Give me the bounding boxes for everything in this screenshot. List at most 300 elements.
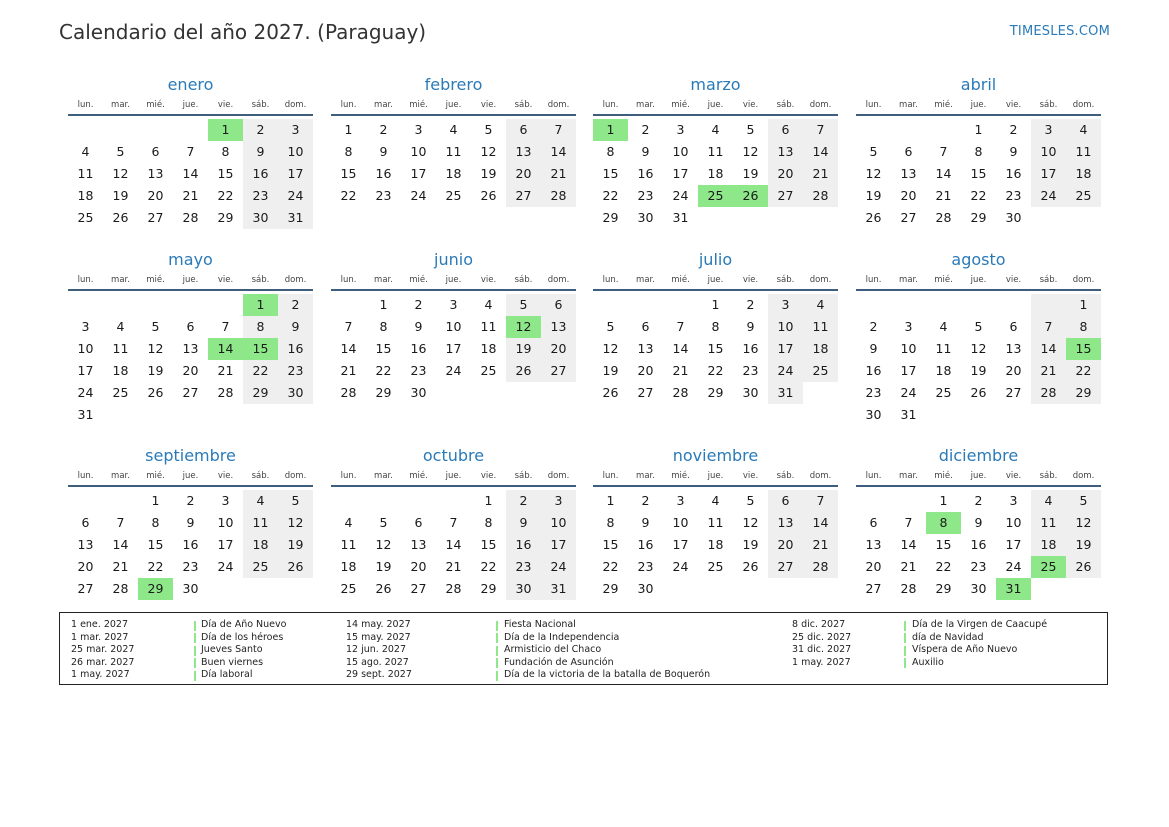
day-cell: 25 bbox=[1066, 185, 1101, 207]
empty-cell bbox=[593, 294, 628, 316]
day-cell: 7 bbox=[904, 515, 913, 530]
week-row bbox=[68, 382, 313, 404]
day-cell: 18 bbox=[77, 188, 94, 203]
day-cell: 27 bbox=[637, 385, 654, 400]
day-cell: 30 bbox=[506, 578, 541, 600]
day-cell: 25 bbox=[112, 385, 129, 400]
empty-cell bbox=[856, 490, 891, 512]
day-cell: 22 bbox=[1066, 360, 1101, 382]
holiday-date: 14 may. 2027 bbox=[346, 619, 411, 630]
page-title: Calendario del año 2027. (Paraguay) bbox=[59, 20, 427, 44]
day-cell: 7 bbox=[1031, 316, 1066, 338]
month-mayo bbox=[68, 249, 313, 426]
holiday-date: 1 ene. 2027 bbox=[71, 619, 128, 630]
day-cell: 28 bbox=[182, 210, 199, 225]
day-cell: 31 bbox=[996, 578, 1031, 600]
day-cell: 7 bbox=[541, 119, 576, 141]
day-cell: 9 bbox=[746, 319, 755, 334]
day-cell: 13 bbox=[768, 141, 803, 163]
month-abril bbox=[856, 74, 1101, 229]
day-cell: 14 bbox=[935, 166, 952, 181]
day-cell: 16 bbox=[742, 341, 759, 356]
day-cell: 1 bbox=[939, 493, 948, 508]
weekday-label: mar. bbox=[899, 471, 918, 481]
day-cell: 18 bbox=[707, 166, 724, 181]
holiday-name: Día de los héroes bbox=[201, 631, 284, 643]
day-cell: 18 bbox=[445, 166, 462, 181]
week-row bbox=[856, 207, 1101, 229]
empty-cell bbox=[1066, 207, 1101, 229]
day-cell: 1 bbox=[379, 297, 388, 312]
day-cell: 5 bbox=[278, 490, 313, 512]
month-febrero bbox=[331, 74, 576, 207]
weekday-label: lun. bbox=[602, 471, 619, 481]
day-cell: 1 bbox=[974, 122, 983, 137]
holiday-marker bbox=[904, 621, 906, 631]
day-cell: 15 bbox=[970, 166, 987, 181]
day-cell: 7 bbox=[803, 119, 838, 141]
day-cell: 14 bbox=[803, 141, 838, 163]
day-cell: 20 bbox=[768, 534, 803, 556]
weekday-label: mié. bbox=[146, 100, 165, 110]
weekday-header bbox=[593, 96, 838, 116]
day-cell: 7 bbox=[186, 144, 195, 159]
day-cell: 6 bbox=[81, 515, 90, 530]
day-cell: 18 bbox=[935, 363, 952, 378]
weekday-label: vie. bbox=[217, 471, 234, 481]
weekday-label: sáb. bbox=[251, 100, 270, 110]
weekday-label: dom. bbox=[547, 471, 570, 481]
day-cell: 31 bbox=[900, 407, 917, 422]
day-cell: 10 bbox=[1031, 141, 1066, 163]
day-cell: 9 bbox=[243, 141, 278, 163]
week-row bbox=[856, 556, 1101, 578]
day-cell: 31 bbox=[541, 578, 576, 600]
day-cell: 23 bbox=[742, 363, 759, 378]
day-cell: 2 bbox=[641, 493, 650, 508]
day-cell: 15 bbox=[480, 537, 497, 552]
day-cell: 28 bbox=[445, 581, 462, 596]
weekday-label: mié. bbox=[671, 100, 690, 110]
day-cell: 30 bbox=[742, 385, 759, 400]
legend-item bbox=[792, 657, 1092, 670]
weekday-label: mar. bbox=[111, 275, 130, 285]
weekday-header bbox=[331, 467, 576, 487]
day-cell: 29 bbox=[935, 581, 952, 596]
holiday-marker bbox=[904, 646, 906, 656]
week-row bbox=[856, 294, 1101, 316]
weekday-label: sáb. bbox=[514, 471, 533, 481]
weekday-label: dom. bbox=[809, 100, 832, 110]
weekday-label: mié. bbox=[409, 100, 428, 110]
day-cell: 4 bbox=[803, 294, 838, 316]
weekday-header bbox=[856, 271, 1101, 291]
day-cell: 3 bbox=[1009, 493, 1018, 508]
month-name: marzo bbox=[690, 75, 741, 94]
day-cell: 9 bbox=[1009, 144, 1018, 159]
day-cell: 15 bbox=[935, 537, 952, 552]
day-cell: 2 bbox=[506, 490, 541, 512]
day-cell: 2 bbox=[243, 119, 278, 141]
weekday-header bbox=[856, 467, 1101, 487]
day-cell: 20 bbox=[768, 163, 803, 185]
empty-cell bbox=[996, 404, 1031, 426]
day-cell: 3 bbox=[904, 319, 913, 334]
day-cell: 29 bbox=[602, 210, 619, 225]
day-cell: 5 bbox=[484, 122, 493, 137]
day-cell: 5 bbox=[1066, 490, 1101, 512]
day-cell: 16 bbox=[637, 166, 654, 181]
day-cell: 18 bbox=[480, 341, 497, 356]
weekday-label: jue. bbox=[182, 275, 199, 285]
legend-column bbox=[346, 619, 711, 682]
holiday-name: día de Navidad bbox=[912, 631, 984, 643]
month-name: enero bbox=[167, 75, 214, 94]
day-cell: 3 bbox=[221, 493, 230, 508]
holiday-date: 1 may. 2027 bbox=[792, 656, 851, 668]
day-cell: 22 bbox=[602, 188, 619, 203]
day-cell: 29 bbox=[243, 382, 278, 404]
weekday-label: mar. bbox=[374, 275, 393, 285]
month-name: agosto bbox=[951, 250, 1006, 269]
empty-cell bbox=[138, 294, 173, 316]
day-cell: 24 bbox=[1005, 559, 1022, 574]
holiday-date: 29 sept. 2027 bbox=[346, 669, 412, 681]
day-cell: 12 bbox=[112, 166, 129, 181]
weekday-label: mar. bbox=[374, 471, 393, 481]
weekday-label: mié. bbox=[934, 471, 953, 481]
day-cell: 12 bbox=[480, 144, 497, 159]
day-cell: 17 bbox=[768, 338, 803, 360]
day-cell: 29 bbox=[1066, 382, 1101, 404]
day-cell: 6 bbox=[768, 490, 803, 512]
holiday-name: Día de la Virgen de Caacupé bbox=[912, 619, 1048, 630]
holiday-name: Víspera de Año Nuevo bbox=[912, 644, 1018, 656]
day-cell: 23 bbox=[1005, 188, 1022, 203]
day-cell: 20 bbox=[147, 188, 164, 203]
empty-cell bbox=[68, 490, 103, 512]
week-row bbox=[856, 382, 1101, 404]
day-cell: 1 bbox=[151, 493, 160, 508]
empty-cell bbox=[331, 490, 366, 512]
day-cell: 17 bbox=[445, 341, 462, 356]
day-cell: 4 bbox=[344, 515, 353, 530]
day-cell: 25 bbox=[480, 363, 497, 378]
day-cell: 7 bbox=[939, 144, 948, 159]
day-cell: 8 bbox=[151, 515, 160, 530]
day-cell: 14 bbox=[541, 141, 576, 163]
day-cell: 11 bbox=[1031, 512, 1066, 534]
day-cell: 9 bbox=[869, 341, 878, 356]
day-cell: 8 bbox=[243, 316, 278, 338]
day-cell: 19 bbox=[1066, 534, 1101, 556]
day-cell: 8 bbox=[606, 515, 615, 530]
holiday-name: Buen viernes bbox=[201, 656, 264, 668]
site-link[interactable]: TIMESLES.COM bbox=[1009, 24, 1110, 39]
week-row bbox=[856, 512, 1101, 534]
day-cell: 3 bbox=[278, 119, 313, 141]
week-row bbox=[593, 163, 838, 185]
holiday-marker bbox=[904, 633, 906, 643]
day-cell: 3 bbox=[1031, 119, 1066, 141]
month-noviembre bbox=[593, 445, 838, 600]
weekday-header bbox=[856, 96, 1101, 116]
month-name: abril bbox=[960, 75, 997, 94]
day-cell: 30 bbox=[637, 581, 654, 596]
empty-cell bbox=[436, 382, 471, 404]
day-cell: 3 bbox=[768, 294, 803, 316]
empty-cell bbox=[366, 490, 401, 512]
holiday-name: Fundación de Asunción bbox=[504, 656, 614, 668]
day-cell: 22 bbox=[340, 188, 357, 203]
month-septiembre bbox=[68, 445, 313, 600]
week-row bbox=[331, 556, 576, 578]
day-cell: 24 bbox=[445, 363, 462, 378]
day-cell: 3 bbox=[449, 297, 458, 312]
weekday-label: lun. bbox=[77, 471, 94, 481]
weekday-header bbox=[68, 467, 313, 487]
month-octubre bbox=[331, 445, 576, 600]
day-cell: 23 bbox=[243, 185, 278, 207]
day-cell: 9 bbox=[641, 515, 650, 530]
day-cell: 16 bbox=[865, 363, 882, 378]
empty-cell bbox=[1031, 294, 1066, 316]
empty-cell bbox=[926, 294, 961, 316]
day-cell: 25 bbox=[1031, 556, 1066, 578]
day-cell: 27 bbox=[147, 210, 164, 225]
day-cell: 4 bbox=[116, 319, 125, 334]
day-cell: 15 bbox=[147, 537, 164, 552]
weekday-header bbox=[593, 467, 838, 487]
day-cell: 19 bbox=[112, 188, 129, 203]
day-cell: 28 bbox=[340, 385, 357, 400]
week-row bbox=[331, 490, 576, 512]
day-cell: 27 bbox=[182, 385, 199, 400]
empty-cell bbox=[856, 119, 891, 141]
day-cell: 13 bbox=[865, 537, 882, 552]
day-cell: 16 bbox=[506, 534, 541, 556]
holiday-marker bbox=[496, 646, 498, 656]
day-cell: 19 bbox=[506, 338, 541, 360]
day-cell: 12 bbox=[147, 341, 164, 356]
holiday-date: 12 jun. 2027 bbox=[346, 644, 407, 656]
day-cell: 25 bbox=[77, 210, 94, 225]
weekday-label: vie. bbox=[217, 275, 234, 285]
day-cell: 2 bbox=[974, 493, 983, 508]
day-cell: 8 bbox=[926, 512, 961, 534]
week-row bbox=[68, 316, 313, 338]
week-row bbox=[68, 141, 313, 163]
holiday-marker bbox=[496, 658, 498, 668]
month-name: septiembre bbox=[145, 446, 236, 465]
weekday-label: vie. bbox=[1005, 275, 1022, 285]
week-row bbox=[331, 185, 576, 207]
day-cell: 10 bbox=[672, 144, 689, 159]
legend-item bbox=[71, 619, 371, 632]
day-cell: 13 bbox=[637, 341, 654, 356]
day-cell: 6 bbox=[1009, 319, 1018, 334]
day-cell: 26 bbox=[278, 556, 313, 578]
day-cell: 22 bbox=[707, 363, 724, 378]
empty-cell bbox=[926, 119, 961, 141]
week-row bbox=[856, 163, 1101, 185]
weekday-label: mar. bbox=[636, 275, 655, 285]
day-cell: 11 bbox=[935, 341, 952, 356]
empty-cell bbox=[803, 207, 838, 229]
day-cell: 15 bbox=[1066, 338, 1101, 360]
day-cell: 23 bbox=[410, 363, 427, 378]
day-cell: 23 bbox=[637, 188, 654, 203]
day-cell: 22 bbox=[147, 559, 164, 574]
day-cell: 21 bbox=[182, 188, 199, 203]
day-cell: 22 bbox=[935, 559, 952, 574]
holiday-marker bbox=[194, 633, 196, 643]
day-cell: 22 bbox=[970, 188, 987, 203]
day-cell: 27 bbox=[865, 581, 882, 596]
day-cell: 4 bbox=[711, 122, 720, 137]
day-cell: 22 bbox=[375, 363, 392, 378]
day-cell: 7 bbox=[344, 319, 353, 334]
day-cell: 6 bbox=[506, 119, 541, 141]
week-row bbox=[68, 534, 313, 556]
day-cell: 2 bbox=[186, 493, 195, 508]
day-cell: 29 bbox=[375, 385, 392, 400]
legend-item bbox=[792, 644, 1092, 657]
day-cell: 21 bbox=[541, 163, 576, 185]
day-cell: 29 bbox=[480, 581, 497, 596]
empty-cell bbox=[173, 119, 208, 141]
day-cell: 9 bbox=[506, 512, 541, 534]
day-cell: 24 bbox=[1031, 185, 1066, 207]
holiday-name: Armisticio del Chaco bbox=[504, 644, 602, 656]
empty-cell bbox=[173, 294, 208, 316]
weekday-label: lun. bbox=[340, 275, 357, 285]
day-cell: 16 bbox=[182, 537, 199, 552]
day-cell: 25 bbox=[243, 556, 278, 578]
week-row bbox=[331, 382, 576, 404]
day-cell: 8 bbox=[221, 144, 230, 159]
day-cell: 11 bbox=[707, 144, 724, 159]
week-row bbox=[68, 360, 313, 382]
weekday-label: mié. bbox=[671, 275, 690, 285]
day-cell: 20 bbox=[182, 363, 199, 378]
day-cell: 27 bbox=[541, 360, 576, 382]
empty-cell bbox=[331, 294, 366, 316]
week-row bbox=[856, 404, 1101, 426]
empty-cell bbox=[1031, 207, 1066, 229]
day-cell: 24 bbox=[541, 556, 576, 578]
holiday-marker bbox=[904, 658, 906, 668]
week-row bbox=[856, 316, 1101, 338]
day-cell: 17 bbox=[541, 534, 576, 556]
day-cell: 6 bbox=[869, 515, 878, 530]
empty-cell bbox=[1066, 404, 1101, 426]
weekday-label: dom. bbox=[809, 275, 832, 285]
empty-cell bbox=[733, 578, 768, 600]
day-cell: 30 bbox=[637, 210, 654, 225]
day-cell: 20 bbox=[506, 163, 541, 185]
empty-cell bbox=[541, 382, 576, 404]
day-cell: 2 bbox=[746, 297, 755, 312]
empty-cell bbox=[208, 578, 243, 600]
empty-cell bbox=[1066, 578, 1101, 600]
day-cell: 28 bbox=[112, 581, 129, 596]
day-cell: 27 bbox=[768, 185, 803, 207]
holiday-name: Jueves Santo bbox=[201, 644, 263, 656]
day-cell: 9 bbox=[974, 515, 983, 530]
week-row bbox=[593, 294, 838, 316]
day-cell: 18 bbox=[707, 537, 724, 552]
weekday-label: dom. bbox=[547, 100, 570, 110]
day-cell: 14 bbox=[672, 341, 689, 356]
day-cell: 23 bbox=[637, 559, 654, 574]
week-row bbox=[331, 141, 576, 163]
day-cell: 11 bbox=[77, 166, 94, 181]
week-row bbox=[593, 338, 838, 360]
day-cell: 10 bbox=[768, 316, 803, 338]
day-cell: 21 bbox=[217, 363, 234, 378]
week-row bbox=[856, 338, 1101, 360]
day-cell: 24 bbox=[410, 188, 427, 203]
empty-cell bbox=[278, 404, 313, 426]
week-row bbox=[856, 141, 1101, 163]
empty-cell bbox=[698, 207, 733, 229]
day-cell: 14 bbox=[1031, 338, 1066, 360]
week-row bbox=[68, 338, 313, 360]
weekday-label: dom. bbox=[284, 275, 307, 285]
day-cell: 17 bbox=[278, 163, 313, 185]
empty-cell bbox=[138, 119, 173, 141]
legend-item bbox=[346, 669, 711, 682]
legend-column bbox=[71, 619, 371, 682]
day-cell: 24 bbox=[768, 360, 803, 382]
day-cell: 1 bbox=[344, 122, 353, 137]
day-cell: 26 bbox=[742, 559, 759, 574]
weekday-label: mié. bbox=[409, 275, 428, 285]
empty-cell bbox=[926, 404, 961, 426]
day-cell: 28 bbox=[900, 581, 917, 596]
day-cell: 12 bbox=[865, 166, 882, 181]
day-cell: 7 bbox=[449, 515, 458, 530]
day-cell: 13 bbox=[541, 316, 576, 338]
day-cell: 19 bbox=[375, 559, 392, 574]
day-cell: 20 bbox=[1005, 363, 1022, 378]
holiday-marker bbox=[496, 621, 498, 631]
day-cell: 11 bbox=[340, 537, 357, 552]
day-cell: 17 bbox=[410, 166, 427, 181]
empty-cell bbox=[733, 207, 768, 229]
weekday-header bbox=[68, 96, 313, 116]
empty-cell bbox=[891, 119, 926, 141]
day-cell: 28 bbox=[935, 210, 952, 225]
day-cell: 13 bbox=[900, 166, 917, 181]
day-cell: 15 bbox=[217, 166, 234, 181]
empty-cell bbox=[243, 578, 278, 600]
holiday-date: 8 dic. 2027 bbox=[792, 619, 846, 630]
week-row bbox=[593, 534, 838, 556]
empty-cell bbox=[103, 119, 138, 141]
holiday-date: 25 dic. 2027 bbox=[792, 631, 852, 643]
day-cell: 2 bbox=[641, 122, 650, 137]
empty-cell bbox=[243, 404, 278, 426]
month-enero bbox=[68, 74, 313, 229]
day-cell: 28 bbox=[803, 556, 838, 578]
day-cell: 21 bbox=[803, 534, 838, 556]
day-cell: 17 bbox=[1005, 537, 1022, 552]
empty-cell bbox=[278, 578, 313, 600]
day-cell: 4 bbox=[711, 493, 720, 508]
day-cell: 12 bbox=[1066, 512, 1101, 534]
